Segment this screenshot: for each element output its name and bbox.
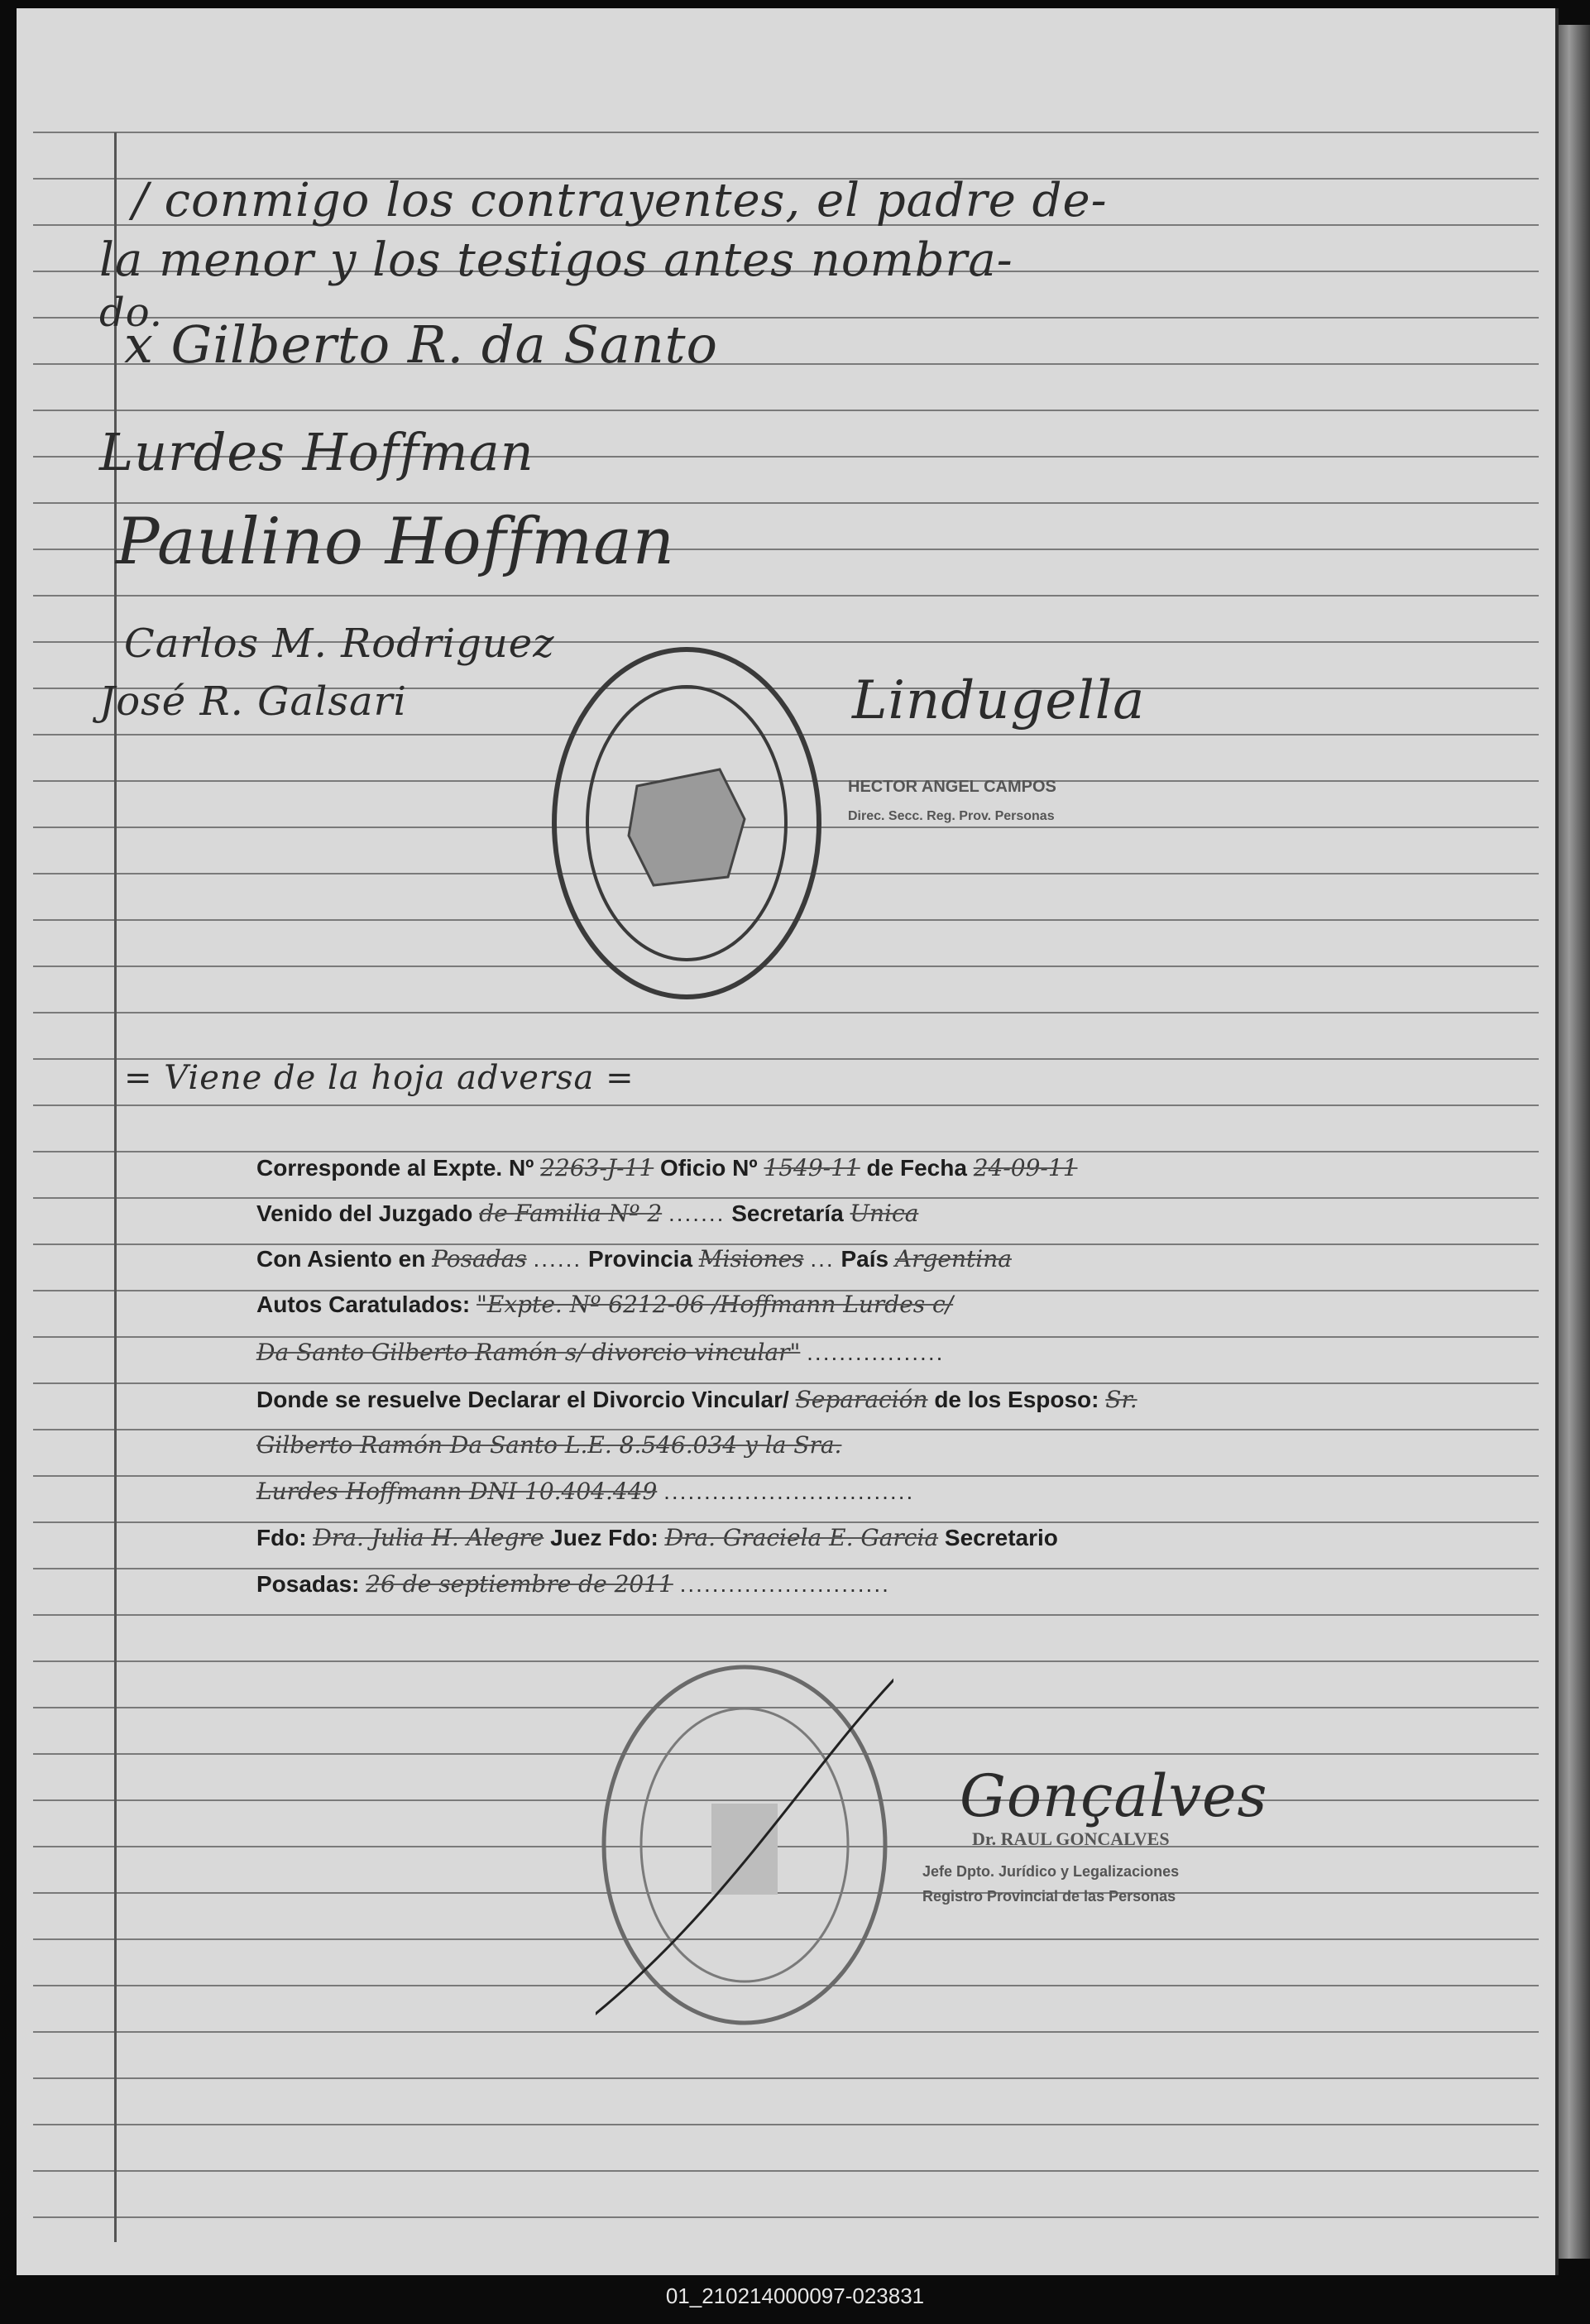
form-row-8: Lurdes Hoffmann DNI 10.404.449 ...............................: [256, 1478, 915, 1505]
seal-top-name: HECTOR ANGEL CAMPOS: [848, 778, 1056, 796]
form-row-4: [256, 1291, 953, 1318]
document-page: [17, 8, 1559, 2275]
juez-label: Juez Fdo:: [550, 1525, 659, 1550]
provincia-value: Misiones: [698, 1245, 804, 1272]
fecha-label: de Fecha: [866, 1155, 967, 1181]
form-row-1: [256, 1154, 1078, 1181]
secretario-label: Secretario: [944, 1525, 1058, 1550]
page-edge: [1555, 25, 1590, 2259]
seal-bottom-name: Dr. RAUL GONCALVES: [972, 1828, 1170, 1849]
official-seal-top: [546, 637, 827, 1009]
oficio-label: Oficio Nº: [660, 1155, 758, 1181]
juez-value: Dra. Julia H. Alegre: [313, 1524, 544, 1551]
secretario-value: Dra. Graciela E. Garcia: [664, 1524, 939, 1551]
fecha-value: 24-09-11: [973, 1154, 1078, 1181]
signature-3: Paulino Hoffman: [116, 505, 676, 579]
form-row-3: Con Asiento en Posadas ...... Provincia Misiones ... País Argentina: [256, 1245, 1012, 1272]
juzgado-label: Venido del Juzgado: [256, 1200, 473, 1226]
form-row-6: [256, 1386, 1137, 1413]
expte-value: 2263-J-11: [540, 1154, 654, 1181]
secretaria-label: Secretaría: [731, 1200, 844, 1226]
esposo-label: de los Esposo:: [934, 1387, 1099, 1412]
handwritten-line-1: / conmigo los contrayentes, el padre de-: [132, 174, 1108, 228]
posadas-label: Posadas:: [256, 1571, 360, 1597]
handwritten-line-3: do.: [99, 290, 164, 336]
seal-bottom-signature: Gonçalves: [960, 1762, 1268, 1830]
separacion-struck: Separación: [795, 1386, 928, 1413]
esposo-value: Sr.: [1105, 1386, 1137, 1413]
asiento-label: Con Asiento en: [256, 1246, 426, 1272]
form-row-5: Da Santo Gilberto Ramón s/ divorcio vincular" .................: [256, 1339, 945, 1366]
image-caption: 01_210214000097-023831: [665, 2283, 925, 2308]
handwritten-line-2: la menor y los testigos antes nombra-: [99, 233, 1013, 287]
form-row-7: [256, 1431, 841, 1459]
autos-value: "Expte. Nº 6212-06 /Hoffmann Lurdes c/: [477, 1291, 954, 1318]
autos-value-cont: Da Santo Gilberto Ramón s/ divorcio vincular": [256, 1339, 801, 1366]
seal-bottom-title-1: Jefe Dpto. Jurídico y Legalizaciones: [922, 1863, 1180, 1880]
seal-top-signature: Lindugella: [852, 670, 1146, 731]
autos-label: Autos Caratulados:: [256, 1291, 471, 1317]
secretaria-value: Unica: [850, 1200, 919, 1227]
pais-label: País: [840, 1246, 889, 1272]
juzgado-value: de Familia Nº 2: [479, 1200, 663, 1227]
signature-2: Lurdes Hoffman: [99, 422, 534, 482]
pais-value: Argentina: [894, 1245, 1012, 1272]
esposo-detail: Gilberto Ramón Da Santo L.E. 8.546.034 y la Sra.: [256, 1431, 842, 1459]
resuelve-label: Donde se resuelve Declarar el Divorcio Vincular/: [256, 1387, 789, 1412]
signature-1: x Gilberto R. da Santo: [124, 314, 718, 375]
asiento-value: Posadas: [432, 1245, 527, 1272]
handwritten-note: = Viene de la hoja adversa =: [124, 1059, 635, 1097]
provincia-label: Provincia: [587, 1246, 693, 1272]
posadas-date: 26 de septiembre de 2011: [366, 1570, 673, 1598]
signature-5: José R. Galsari: [99, 678, 407, 725]
form-row-2: Venido del Juzgado de Familia Nº 2 ....... Secretaría Unica: [256, 1200, 919, 1227]
expte-label: Corresponde al Expte. Nº: [256, 1155, 534, 1181]
signature-4: Carlos M. Rodriguez: [124, 621, 555, 667]
form-row-10: Posadas: 26 de septiembre de 2011 ..........................: [256, 1570, 890, 1598]
oficio-value: 1549-11: [764, 1154, 860, 1181]
official-seal-bottom: [596, 1655, 893, 2035]
form-row-9: [256, 1524, 1058, 1551]
fdo-label: Fdo:: [256, 1525, 307, 1550]
seal-bottom-title-2: Registro Provincial de las Personas: [922, 1888, 1176, 1905]
esposa-detail: Lurdes Hoffmann DNI 10.404.449: [256, 1478, 658, 1505]
seal-top-title: Direc. Secc. Reg. Prov. Personas: [848, 809, 1055, 823]
